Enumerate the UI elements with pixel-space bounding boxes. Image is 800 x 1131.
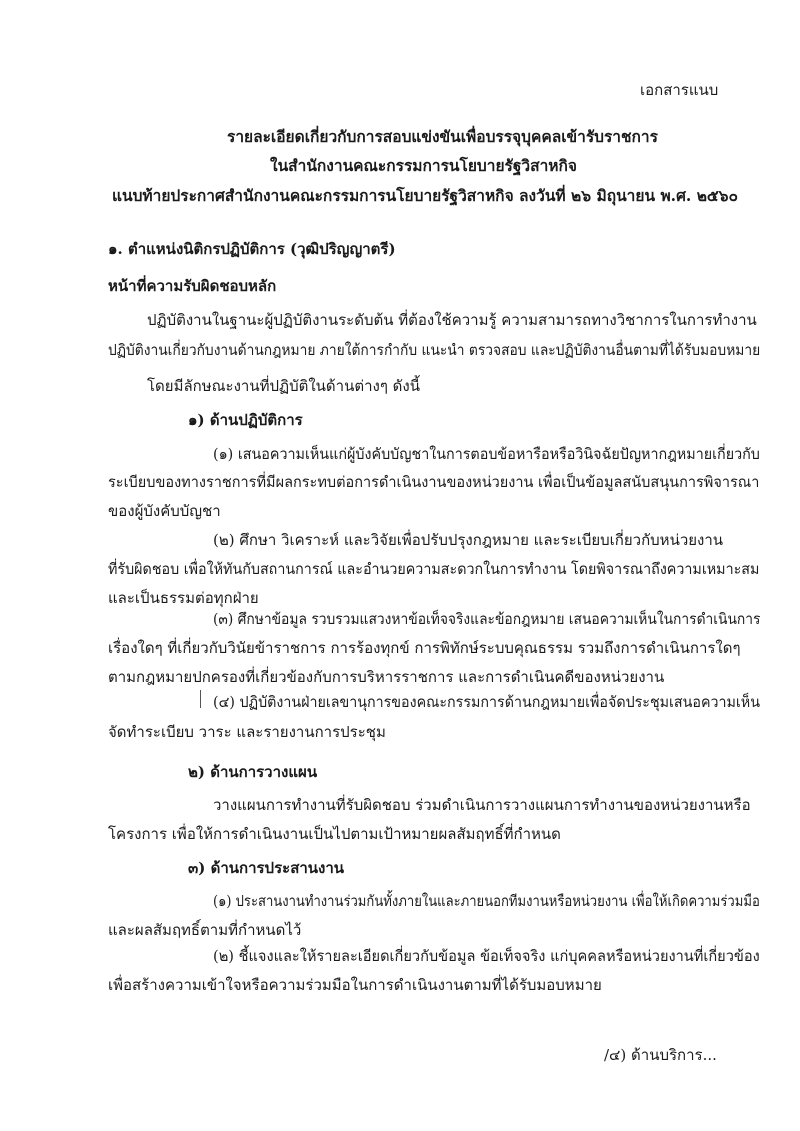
planning-line-2: โครงการ เพื่อให้การดำเนินงานเป็นไปตามเป้าหมายผลสัมฤทธิ์ที่กำหนด — [108, 825, 561, 843]
duties-intro-line-2: ปฏิบัติงานเกี่ยวกับงานด้านกฎหมาย ภายใต้การกำกับ แนะนำ ตรวจสอบ และปฏิบัติงานอื่นตามที่ได้รับมอบหมาย — [108, 341, 761, 359]
scan-mark — [200, 690, 207, 708]
coordination-item-1-line-2: และผลสัมฤทธิ์ตามที่กำหนดไว้ — [108, 921, 302, 939]
operations-item-4-line-2: จัดทำระเบียบ วาระ และรายงานการประชุม — [108, 723, 386, 741]
operations-item-1-line-2: ระเบียบของทางราชการที่มีผลกระทบต่อการดำเนินงานของหน่วยงาน เพื่อเป็นข้อมูลสนับสนุนการพิจารณา — [108, 473, 760, 491]
position-heading: ๑. ตำแหน่งนิติกรปฏิบัติการ (วุฒิปริญญาตรี) — [108, 240, 396, 258]
operations-item-4-line-1: (๔) ปฏิบัติงานฝ่ายเลขานุการของคณะกรรมการด้านกฎหมายเพื่อจัดประชุมเสนอความเห็น — [213, 693, 760, 711]
operations-heading: ๑) ด้านปฏิบัติการ — [188, 411, 303, 429]
planning-line-1: วางแผนการทำงานที่รับผิดชอบ ร่วมดำเนินการวางแผนการทำงานของหน่วยงานหรือ — [213, 796, 751, 814]
coordination-item-1-line-1: (๑) ประสานงานทำงานร่วมกันทั้งภายในและภายนอกทีมงานหรือหน่วยงาน เพื่อให้เกิดความร่วมมือ — [213, 892, 760, 910]
operations-item-3-line-1: (๓) ศึกษาข้อมูล รวบรวมแสวงหาข้อเท็จจริงและข้อกฎหมาย เสนอความเห็นในการดำเนินการ — [213, 610, 761, 628]
coordination-item-2-line-2: เพื่อสร้างความเข้าใจหรือความร่วมมือในการดำเนินงานตามที่ได้รับมอบหมาย — [108, 976, 602, 994]
continuation-note: /๔) ด้านบริการ... — [604, 1046, 717, 1064]
operations-item-2-line-1: (๒) ศึกษา วิเคราะห์ และวิจัยเพื่อปรับปรุงกฎหมาย และระเบียบเกี่ยวกับหน่วยงาน — [213, 531, 724, 549]
title-line-3: แนบท้ายประกาศสำนักงานคณะกรรมการนโยบายรัฐวิสาหกิจ ลงวันที่ ๒๖ มิถุนายน พ.ศ. ๒๕๖๐ — [112, 186, 738, 205]
coordination-heading: ๓) ด้านการประสานงาน — [188, 859, 345, 877]
duties-characteristics: โดยมีลักษณะงานที่ปฏิบัติในด้านต่างๆ ดังนี้ — [147, 377, 420, 395]
title-line-2: ในสำนักงานคณะกรรมการนโยบายรัฐวิสาหกิจ — [270, 156, 577, 175]
planning-heading: ๒) ด้านการวางแผน — [188, 763, 318, 781]
operations-item-1-line-1: (๑) เสนอความเห็นแก่ผู้บังคับบัญชาในการตอบข้อหารือหรือวินิจฉัยปัญหากฎหมายเกี่ยวกับ — [213, 445, 760, 463]
duties-heading: หน้าที่ความรับผิดชอบหลัก — [108, 277, 277, 295]
operations-item-1-line-3: ของผู้บังคับบัญชา — [108, 502, 221, 520]
coordination-item-2-line-1: (๒) ชี้แจงและให้รายละเอียดเกี่ยวกับข้อมูล ข้อเท็จจริง แก่บุคคลหรือหน่วยงานที่เกี่ยวข้อง — [213, 947, 760, 965]
title-line-1: รายละเอียดเกี่ยวกับการสอบแข่งขันเพื่อบรรจุบุคคลเข้ารับราชการ — [227, 127, 658, 146]
operations-item-3-line-3: ตามกฎหมายปกครองที่เกี่ยวข้องกับการบริหารราชการ และการดำเนินคดีของหน่วยงาน — [108, 668, 665, 686]
operations-item-2-line-3: และเป็นธรรมต่อทุกฝ่าย — [108, 589, 259, 607]
operations-item-3-line-2: เรื่องใดๆ ที่เกี่ยวกับวินัยข้าราชการ การร้องทุกข์ การพิทักษ์ระบบคุณธรรม รวมถึงการดำเนินการใดๆ — [108, 639, 741, 657]
attachment-label: เอกสารแนบ — [640, 81, 719, 99]
operations-item-2-line-2: ที่รับผิดชอบ เพื่อให้ทันกับสถานการณ์ และอำนวยความสะดวกในการทำงาน โดยพิจารณาถึงความเหมาะสม — [108, 560, 760, 578]
duties-intro-line-1: ปฏิบัติงานในฐานะผู้ปฏิบัติงานระดับต้น ที่ต้องใช้ความรู้ ความสามารถทางวิชาการในการทำงาน — [147, 311, 757, 329]
